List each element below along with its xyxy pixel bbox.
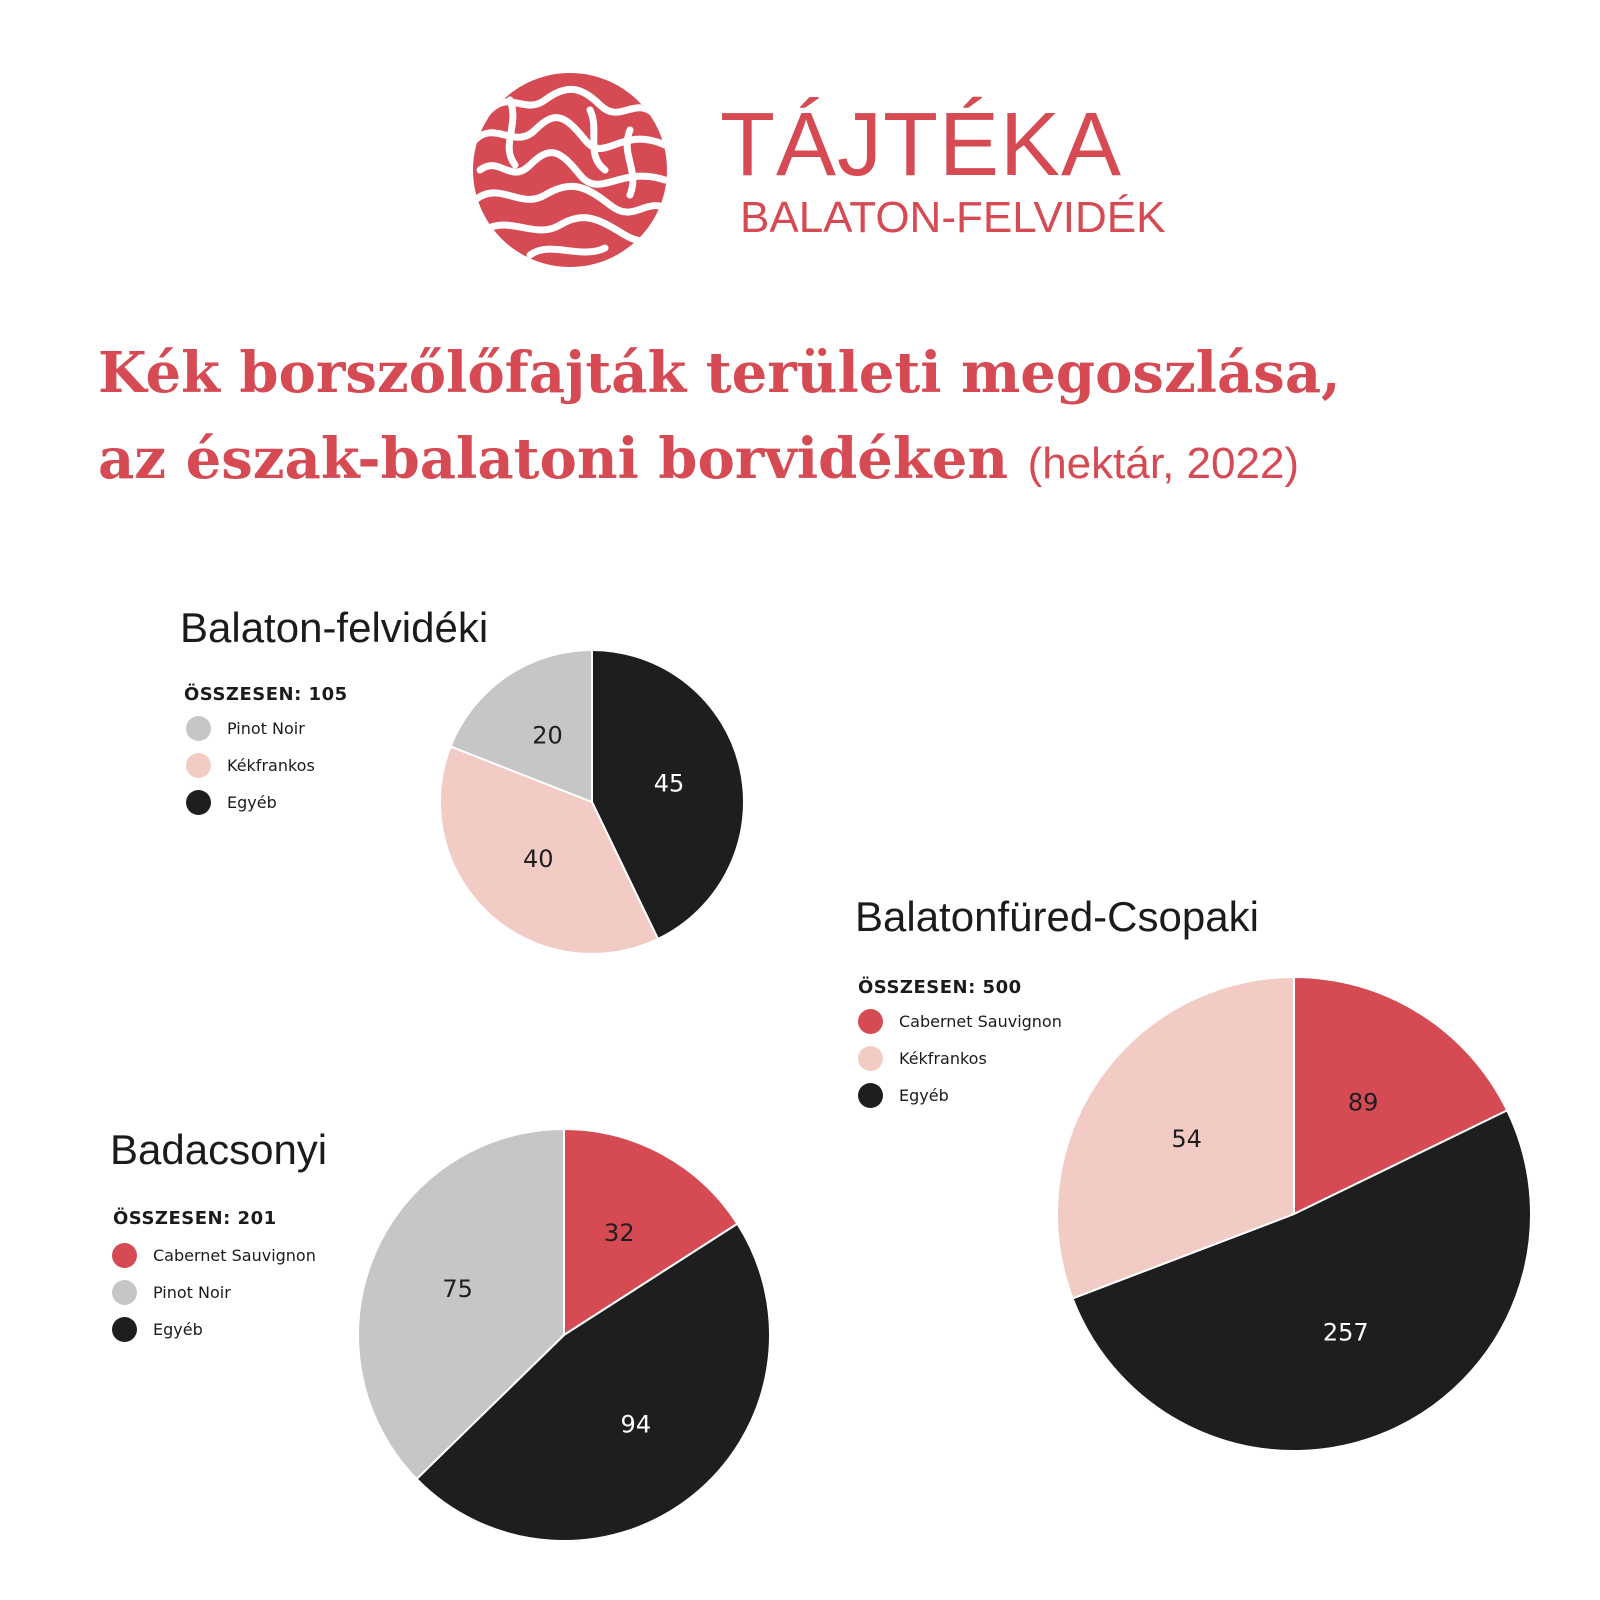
legend-item-egyeb: [858, 1077, 1062, 1114]
legend-swatch: [112, 1280, 137, 1305]
legend-label: Egyéb: [227, 793, 277, 812]
chart-title-balaton-felvideki: Balaton-felvidéki: [180, 604, 489, 651]
legend-item-cabernet-sauvignon: [858, 1003, 1062, 1040]
brand-subtitle: BALATON-FELVIDÉK: [740, 193, 1166, 242]
legend-label: Kékfrankos: [227, 756, 315, 775]
legend-swatch: [186, 716, 211, 741]
legend-swatch: [186, 753, 211, 778]
legend-label: Pinot Noir: [153, 1283, 231, 1302]
legend-item-egyeb: [112, 1311, 316, 1348]
data-label-pinot-noir: 75: [442, 1275, 473, 1304]
legend-item-pinot-noir: [186, 710, 315, 747]
data-label-egyeb: 257: [1322, 1318, 1369, 1347]
data-label-pinot-noir: 20: [532, 721, 563, 750]
legend-balaton-felvideki: [186, 710, 315, 821]
pie-chart-balaton-felvideki: [434, 644, 750, 960]
title-line-2: [98, 416, 1498, 507]
chart-title-badacsonyi: Badacsonyi: [110, 1126, 328, 1173]
data-label-egyeb: 45: [653, 769, 685, 798]
legend-label: Cabernet Sauvignon: [153, 1246, 316, 1265]
pie-chart-balatonfured-csopaki: [1054, 974, 1534, 1454]
brand-name: TÁJTÉKA: [720, 95, 1123, 195]
total-balatonfured-csopaki: ÖSSZESEN: 500: [858, 977, 1022, 998]
legend-item-kekfrankos: [186, 747, 315, 784]
page-title: [98, 330, 1498, 507]
data-label-cabernet-sauvignon: 89: [1347, 1088, 1379, 1117]
legend-label: Pinot Noir: [227, 719, 305, 738]
legend-swatch: [186, 790, 211, 815]
legend-item-kekfrankos: [858, 1040, 1062, 1077]
title-unit: (hektár, 2022): [1027, 439, 1300, 488]
legend-swatch: [858, 1083, 883, 1108]
legend-label: Cabernet Sauvignon: [899, 1012, 1062, 1031]
legend-item-pinot-noir: [112, 1274, 316, 1311]
total-balaton-felvideki: ÖSSZESEN: 105: [184, 684, 348, 705]
legend-swatch: [112, 1317, 137, 1342]
legend-label: Kékfrankos: [899, 1049, 987, 1068]
title-line-2-text: az észak-balatoni borvidéken: [98, 426, 1009, 492]
wavy-lines-circle-logo: [470, 70, 670, 270]
legend-item-cabernet-sauvignon: [112, 1237, 316, 1274]
legend-item-egyeb: [186, 784, 315, 821]
legend-swatch: [858, 1009, 883, 1034]
total-badacsonyi: ÖSSZESEN: 201: [113, 1208, 277, 1229]
legend-label: Egyéb: [153, 1320, 203, 1339]
legend-swatch: [858, 1046, 883, 1071]
data-label-egyeb: 94: [620, 1410, 652, 1439]
data-label-cabernet-sauvignon: 32: [604, 1218, 635, 1247]
pie-chart-badacsonyi: [356, 1127, 772, 1543]
legend-balatonfured-csopaki: [858, 1003, 1062, 1114]
chart-title-balatonfured-csopaki: Balatonfüred-Csopaki: [855, 893, 1259, 940]
legend-badacsonyi: [112, 1237, 316, 1348]
data-label-kekfrankos: 40: [522, 844, 554, 873]
data-label-kekfrankos: 54: [1171, 1125, 1202, 1154]
legend-swatch: [112, 1243, 137, 1268]
title-line-1: Kék borszőlőfajták területi megoszlása,: [98, 340, 1341, 406]
legend-label: Egyéb: [899, 1086, 949, 1105]
